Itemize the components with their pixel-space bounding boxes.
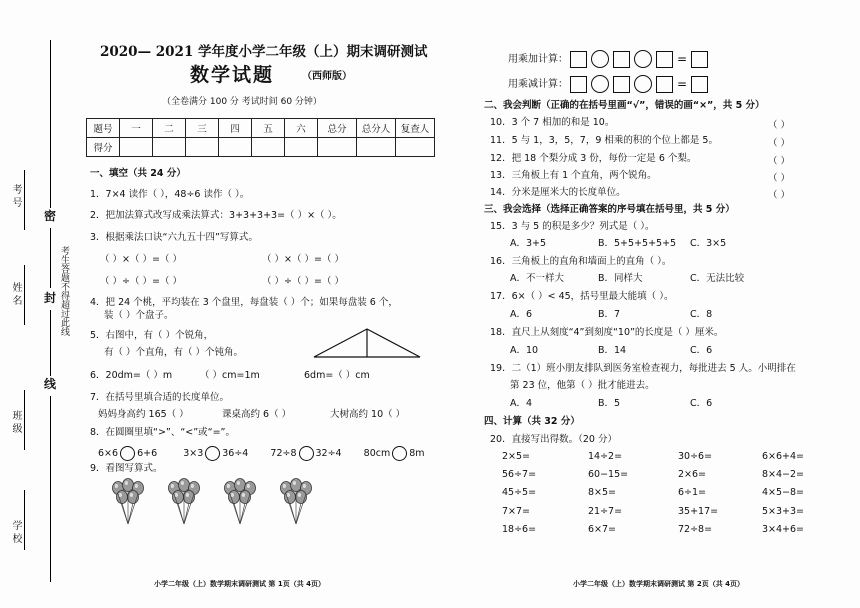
footer-right: 小学二年级（上）数学期末调研测试 第 2页（共 4页）	[573, 580, 745, 588]
calc-item: 30÷6=	[678, 451, 713, 462]
angle-figure	[312, 326, 424, 360]
section-4-heading: 四、计算（共 32 分）	[484, 416, 580, 427]
score-input-cell[interactable]	[219, 138, 252, 157]
question-1: 1．7×4 读作（ ），48÷6 读作（ ）。	[90, 189, 250, 200]
exam-title: 2020— 2021 学年度小学二年级（上）期末调研测试	[100, 44, 428, 60]
seal-line-top	[50, 40, 51, 208]
operator-circle[interactable]	[634, 50, 652, 68]
calc-item: 6×7=	[588, 524, 617, 535]
calc-item: 14÷2=	[588, 451, 623, 462]
balloon-groups-image	[110, 478, 410, 526]
compare-circle-input[interactable]	[299, 446, 314, 461]
question-5-line-2: 有（ ）个直角，有（ ）个钝角。	[104, 347, 244, 358]
score-cell: 二	[153, 119, 186, 138]
choice-q16: 16．三角板上的直角和墙面上的直角（ ）。	[490, 256, 672, 267]
score-table-score-row	[87, 138, 435, 157]
choice-q18-b: B．14	[598, 345, 627, 356]
question-6-c: 6dm=（ ）cm	[304, 370, 370, 381]
cmp-8b-right: 36÷4	[222, 448, 249, 459]
question-8-row	[98, 446, 425, 461]
question-2: 2．把加法算式改写成乘法算式：3+3+3+3=（ ）×（ ）。	[90, 210, 342, 221]
answer-box[interactable]	[691, 51, 708, 68]
question-7-b: 课桌高约 6（ ）	[222, 409, 292, 420]
exam-meta: （全卷满分 100 分 考试时间 60 分钟）	[162, 97, 322, 107]
score-input-cell[interactable]	[186, 138, 219, 157]
cmp-8d-left: 80cm	[363, 448, 391, 459]
subject-title: 数学试题	[190, 64, 275, 86]
question-8: 8．在圆圈里填“>”、“<”或“=”。	[90, 427, 235, 438]
judge-item-12: 12．把 18 个梨分成 3 份，每份一定是 6 个梨。	[490, 153, 697, 164]
school-label: 学 校	[10, 520, 21, 544]
calc-q20: 20．直接写出得数。（20 分）	[490, 434, 617, 445]
choice-q17-c: C．8	[690, 309, 713, 320]
judge-answer-paren[interactable]: （ ）	[768, 173, 791, 184]
choice-q19-line-2: 第 23 位，他第（ ）批才能进去。	[510, 380, 655, 391]
score-cell: 六	[285, 119, 318, 138]
compare-circle-input[interactable]	[205, 446, 220, 461]
compare-circle-input[interactable]	[392, 446, 407, 461]
question-7-c: 大树高约 10（ ）	[330, 409, 406, 420]
mult-add-row	[508, 50, 710, 68]
choice-q15: 15．3 与 5 的积是多少？列式是（ ）。	[490, 221, 655, 232]
score-cell: 题号	[87, 119, 120, 138]
score-input-cell[interactable]	[153, 138, 186, 157]
question-4-line-2: 装（ ）个盘子。	[104, 310, 174, 321]
calc-item: 6÷1=	[678, 487, 707, 498]
score-input-cell[interactable]	[252, 138, 285, 157]
mult-add-label: 用乘加计算：	[508, 54, 568, 65]
question-5-line-1: 5．右图中，有（ ）个锐角，	[90, 330, 214, 341]
calc-item: 8×5=	[588, 487, 617, 498]
answer-box[interactable]	[656, 51, 673, 68]
score-table	[86, 118, 435, 157]
seal-notice: 考生答题不得超过此线	[59, 246, 69, 336]
seal-char-feng: 封	[44, 291, 57, 305]
judge-item-11: 11．5 与 1，3，5，7，9 相乘的积的个位上都是 5。	[490, 135, 718, 146]
question-9: 9．看图写算式。	[90, 463, 163, 474]
class-blank	[24, 390, 25, 450]
choice-q17: 17．6×（ ）< 45，括号里最大能填（ ）。	[490, 291, 674, 302]
answer-box[interactable]	[691, 76, 708, 93]
cmp-8c-right: 32÷4	[315, 448, 342, 459]
choice-q15-c: C．3×5	[690, 238, 727, 249]
score-cell: 五	[252, 119, 285, 138]
answer-box[interactable]	[613, 76, 630, 93]
question-3-blank-d: （ ）÷（ ）=（ ）	[262, 276, 344, 287]
section-2-heading: 二、我会判断（正确的在括号里画“√”，错误的画“×”，共 5 分）	[484, 100, 765, 111]
choice-q19-a: A．4	[510, 398, 533, 409]
choice-q17-b: B．7	[598, 309, 621, 320]
score-cell: 三	[186, 119, 219, 138]
calc-item: 45÷5=	[502, 487, 537, 498]
choice-q19-line-1: 19．二（1）班小朋友排队到医务室检查视力，每批进去 5 人。小明排在	[490, 363, 796, 374]
calc-item: 3×4+6=	[762, 524, 805, 535]
calc-item: 18÷6=	[502, 524, 537, 535]
school-blank	[24, 490, 25, 550]
judge-answer-paren[interactable]: （ ）	[768, 156, 791, 167]
score-cell: 总分人	[357, 119, 396, 138]
calc-item: 2×6=	[678, 469, 707, 480]
score-cell: 总分	[318, 119, 357, 138]
calc-item: 35+17=	[678, 506, 719, 517]
calc-item: 6×6+4=	[762, 451, 805, 462]
score-table-header-row	[87, 119, 435, 138]
cmp-8a-left: 6×6	[98, 448, 119, 459]
calc-item: 5×3+3=	[762, 506, 805, 517]
operator-circle[interactable]	[591, 75, 609, 93]
section-3-heading: 三、我会选择（选择正确答案的序号填在括号里，共 5 分）	[484, 204, 735, 215]
judge-answer-paren[interactable]: （ ）	[768, 120, 791, 131]
calc-item: 56÷7=	[502, 469, 537, 480]
exam-no-label: 考 号	[10, 184, 21, 208]
calc-item: 8×4−2=	[762, 469, 805, 480]
score-input-cell[interactable]	[285, 138, 318, 157]
edition-label: （西师版）	[302, 71, 352, 82]
judge-answer-paren[interactable]: （ ）	[768, 138, 791, 149]
footer-left: 小学二年级（上）数学期末调研测试 第 1页（共 4页）	[154, 580, 326, 588]
answer-box[interactable]	[656, 76, 673, 93]
name-label: 姓 名	[10, 282, 21, 306]
calc-item: 7×7=	[502, 506, 531, 517]
choice-q19-b: B．5	[598, 398, 621, 409]
score-cell: 得分	[87, 138, 120, 157]
question-6-b: （ ）cm=1m	[200, 370, 260, 381]
question-7-a: 妈妈身高约 165（ ）	[98, 409, 189, 420]
choice-q18-c: C．6	[690, 345, 713, 356]
mult-sub-label: 用乘减计算：	[508, 79, 568, 90]
calc-item: 2×5=	[502, 451, 531, 462]
seal-char-xian: 线	[44, 377, 57, 391]
calc-item: 72÷8=	[678, 524, 713, 535]
judge-item-13: 13．三角板上有 1 个直角，两个锐角。	[490, 170, 657, 181]
question-3: 3．根据乘法口诀“六九五十四”写算式。	[90, 232, 258, 243]
operator-circle[interactable]	[591, 50, 609, 68]
choice-q18: 18．直尺上从刻度“4”到刻度“10”的长度是（ ）厘米。	[490, 327, 724, 338]
section-1-heading: 一、填空（共 24 分）	[90, 168, 186, 179]
judge-answer-paren[interactable]: （ ）	[768, 190, 791, 201]
compare-circle-input[interactable]	[120, 446, 135, 461]
score-input-cell[interactable]	[120, 138, 153, 157]
score-input-cell[interactable]	[318, 138, 357, 157]
calc-item: 21÷7=	[588, 506, 623, 517]
answer-box[interactable]	[570, 51, 587, 68]
calc-item: 4×5−8=	[762, 487, 805, 498]
cmp-8c-left: 72÷8	[270, 448, 297, 459]
choice-q16-c: C．无法比较	[690, 273, 745, 284]
equals-sign: =	[677, 52, 688, 66]
question-4-line-1: 4．把 24 个桃，平均装在 3 个盘里，每盘装（ ）个；如果每盘装 6 个，	[90, 297, 398, 308]
equals-sign: =	[677, 77, 688, 91]
seal-line-2	[50, 228, 51, 288]
cmp-8b-left: 3×3	[183, 448, 204, 459]
choice-q16-b: B．同样大	[598, 273, 643, 284]
judge-item-10: 10．3 个 7 相加的和是 10。	[490, 117, 615, 128]
exam-no-blank	[24, 170, 25, 230]
score-input-cell[interactable]	[357, 138, 396, 157]
seal-line-bottom	[50, 396, 51, 582]
question-3-blank-a: （ ）×（ ）=（ ）	[100, 254, 182, 265]
answer-box[interactable]	[570, 76, 587, 93]
seal-line-3	[50, 310, 51, 376]
question-3-blank-c: （ ）÷（ ）=（ ）	[100, 276, 182, 287]
choice-q17-a: A．6	[510, 309, 533, 320]
score-cell: 四	[219, 119, 252, 138]
calc-item: 60−15=	[588, 469, 629, 480]
choice-q15-b: B．5+5+5+5+5	[598, 238, 677, 249]
name-blank	[24, 265, 25, 325]
choice-q18-a: A．10	[510, 345, 539, 356]
class-label: 班 级	[10, 410, 21, 434]
score-cell: 一	[120, 119, 153, 138]
cmp-8d-right: 8m	[409, 448, 425, 459]
question-6-a: 6．20dm=（ ）m	[90, 370, 173, 381]
question-7: 7．在括号里填合适的长度单位。	[90, 392, 230, 403]
cmp-8a-right: 6+6	[137, 448, 158, 459]
choice-q16-a: A．不一样大	[510, 273, 564, 284]
seal-char-mi: 密	[44, 209, 57, 223]
score-cell: 复查人	[396, 119, 435, 138]
choice-q15-a: A．3+5	[510, 238, 547, 249]
judge-item-14: 14．分米是厘米大的长度单位。	[490, 187, 626, 198]
answer-box[interactable]	[613, 51, 630, 68]
operator-circle[interactable]	[634, 75, 652, 93]
question-3-blank-b: （ ）×（ ）=（ ）	[262, 254, 344, 265]
choice-q19-c: C．6	[690, 398, 713, 409]
mult-sub-row	[508, 75, 710, 93]
score-input-cell[interactable]	[396, 138, 435, 157]
